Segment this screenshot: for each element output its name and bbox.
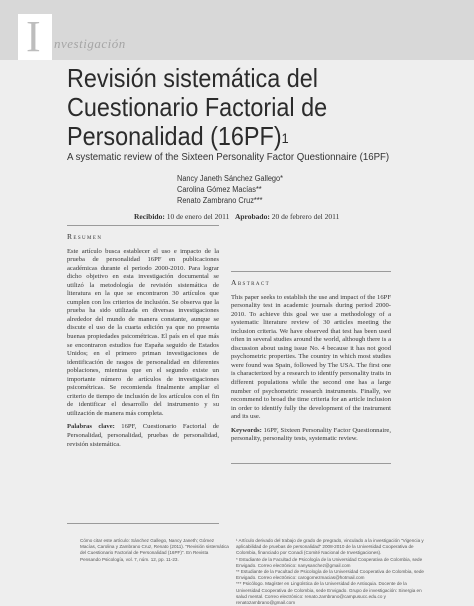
abstract-bottom-rule (231, 463, 391, 464)
resumen-top-rule (67, 225, 219, 226)
title-line-2: Cuestionario Factorial de (67, 92, 328, 122)
resumen-body: Este artículo busca establecer el uso e impacto de la prueba de personalidad 16PF en publicaciones académicas durante el periodo 2000-2010. Para lograr dicho objetivo en esta investigación documental se utilizó la metodología de revisión sistemática de literatura en la que se encontraron 30 artículos que cumplen con los criterios de inclusión. Se observa que la prueba ha sido utilizada en diversas investigaciones alrededor del mundo de manera constante, aunque se discute el uso de la cuarta edición ya que no presenta buenas propiedades psicométricas. El país en el que más se encontraron estudios fue España seguido de Estados Unidos; en el primero priman investigaciones de identificación de rasgos de personalidad en diferentes poblaciones, mientras que en el segundo existe un importante número de artículos de investigaciones psicométricas. Se recomienda finalmente ampliar el criterio de tiempo de inclusión de los artículos con el fin de identificar el desarrollo del instrumento y su utilización de manera más completa. (67, 247, 219, 417)
resumen-column (67, 233, 219, 449)
author-name: Renato Zambrano Cruz*** (177, 196, 263, 205)
abstract-body: This paper seeks to establish the use and impact of the 16PF personality test in academic journals during period 2000-2010. To achieve this goal we use a methodology of a systematic literature review of 30 articles meeting the inclusion criteria. We have observed that test has been used often in several studies around the world, although there is a discussion about using issue No. 4 because it has not good psychometric properties. The country in which most studies were found was Spain, followed by The USA. The first one is characterized by a research to identify personality traits in different populations while the second one has a large number of psychometric research instruments. Finally, we recommend to broad the time criteria for an article inclusion in order to identify fully the development of the instrument and its use. (231, 293, 391, 421)
title-line-3 (67, 122, 427, 151)
title-line-1: Revisión sistemática del (67, 63, 319, 93)
author-footnotes (236, 538, 432, 606)
citation-footnote: Cómo citar este artículo: Sánchez Gallego, Nancy Janeth; Gómez Macías, Carolina y Zambrano Cruz, Renato (2011). "Revisión sistemática del Cuestionario Factorial de Personalidad (16PF)". En Revista Pensando Psicología, vol. 7, núm. 12, pp. 11-23. (80, 538, 229, 562)
english-subtitle: A systematic review of the Sixteen Personality Factor Questionnaire (16PF) (67, 151, 390, 163)
abstract-column (231, 279, 391, 444)
author-name: Nancy Janeth Sánchez Gallego* (177, 174, 283, 183)
abstract-top-rule (231, 271, 391, 272)
section-header-initial: I (26, 12, 41, 61)
footnote-item: *** Psicólogo. Magíster en Lingüística de la Universidad de Antioquia. Docente de la Universidad Cooperativa de Colombia, sede Envigado. Grupo de investigación: Sinergia en salud mental. Correo electrónico: renato.zambrano@campusucc.edu.co y renatozambrano@gmail.com (236, 581, 422, 606)
resumen-keywords-label: Palabras clave: (67, 423, 115, 431)
abstract-keywords-label: Keywords: (231, 426, 262, 434)
article-title (67, 64, 427, 151)
footnote-item: ¹ Artículo derivado del trabajo de grado de pregrado, vinculado a la investigación "Vigencia y aplicabilidad de pruebas de personalidad" 2008-2010 de la Universidad Cooperativa de Colombia, financiado por Conadi (Comité Nacional de Investigaciones). (236, 538, 424, 556)
article-dates (134, 212, 339, 221)
title-footnote-mark: 1 (281, 130, 289, 146)
approved-label: Aprobado: (234, 212, 270, 221)
resumen-keywords-text: 16PF, Cuestionario Factorial de Personalidad, personalidad, pruebas de personalidad, revisión sistemática. (67, 423, 219, 448)
title-line-3-text: Personalidad (16PF) (67, 121, 282, 151)
author-name: Carolina Gómez Macías** (177, 185, 262, 194)
abstract-keywords-text: 16PF, Sixteen Personality Factor Questionnaire, personality, personality tests, systematic review. (231, 426, 391, 443)
section-header-word: nvestigación (54, 36, 126, 51)
footnote-item: * Estudiante de la Facultad de Psicología de la Universidad Cooperativa de Colombia, sede Envigado. Correo electrónico: nanysanchez@gmail.com (236, 556, 423, 568)
approved-date: 20 de febrero del 2011 (271, 212, 340, 221)
footnote-item: ** Estudiante de la Facultad de Psicología de la Universidad Cooperativa de Colombia, sede Envigado. Correo electrónico: carogomezmacias@hotmail.com (236, 569, 424, 581)
abstract-heading: Abstract (231, 278, 271, 287)
abstract-keywords (231, 427, 391, 444)
resumen-bottom-rule (67, 523, 219, 524)
resumen-keywords (67, 423, 219, 449)
received-date: 10 de enero del 2011 (166, 212, 230, 221)
received-label: Recibido: (134, 212, 165, 221)
author-list (177, 173, 292, 206)
resumen-heading: Resumen (67, 232, 103, 241)
